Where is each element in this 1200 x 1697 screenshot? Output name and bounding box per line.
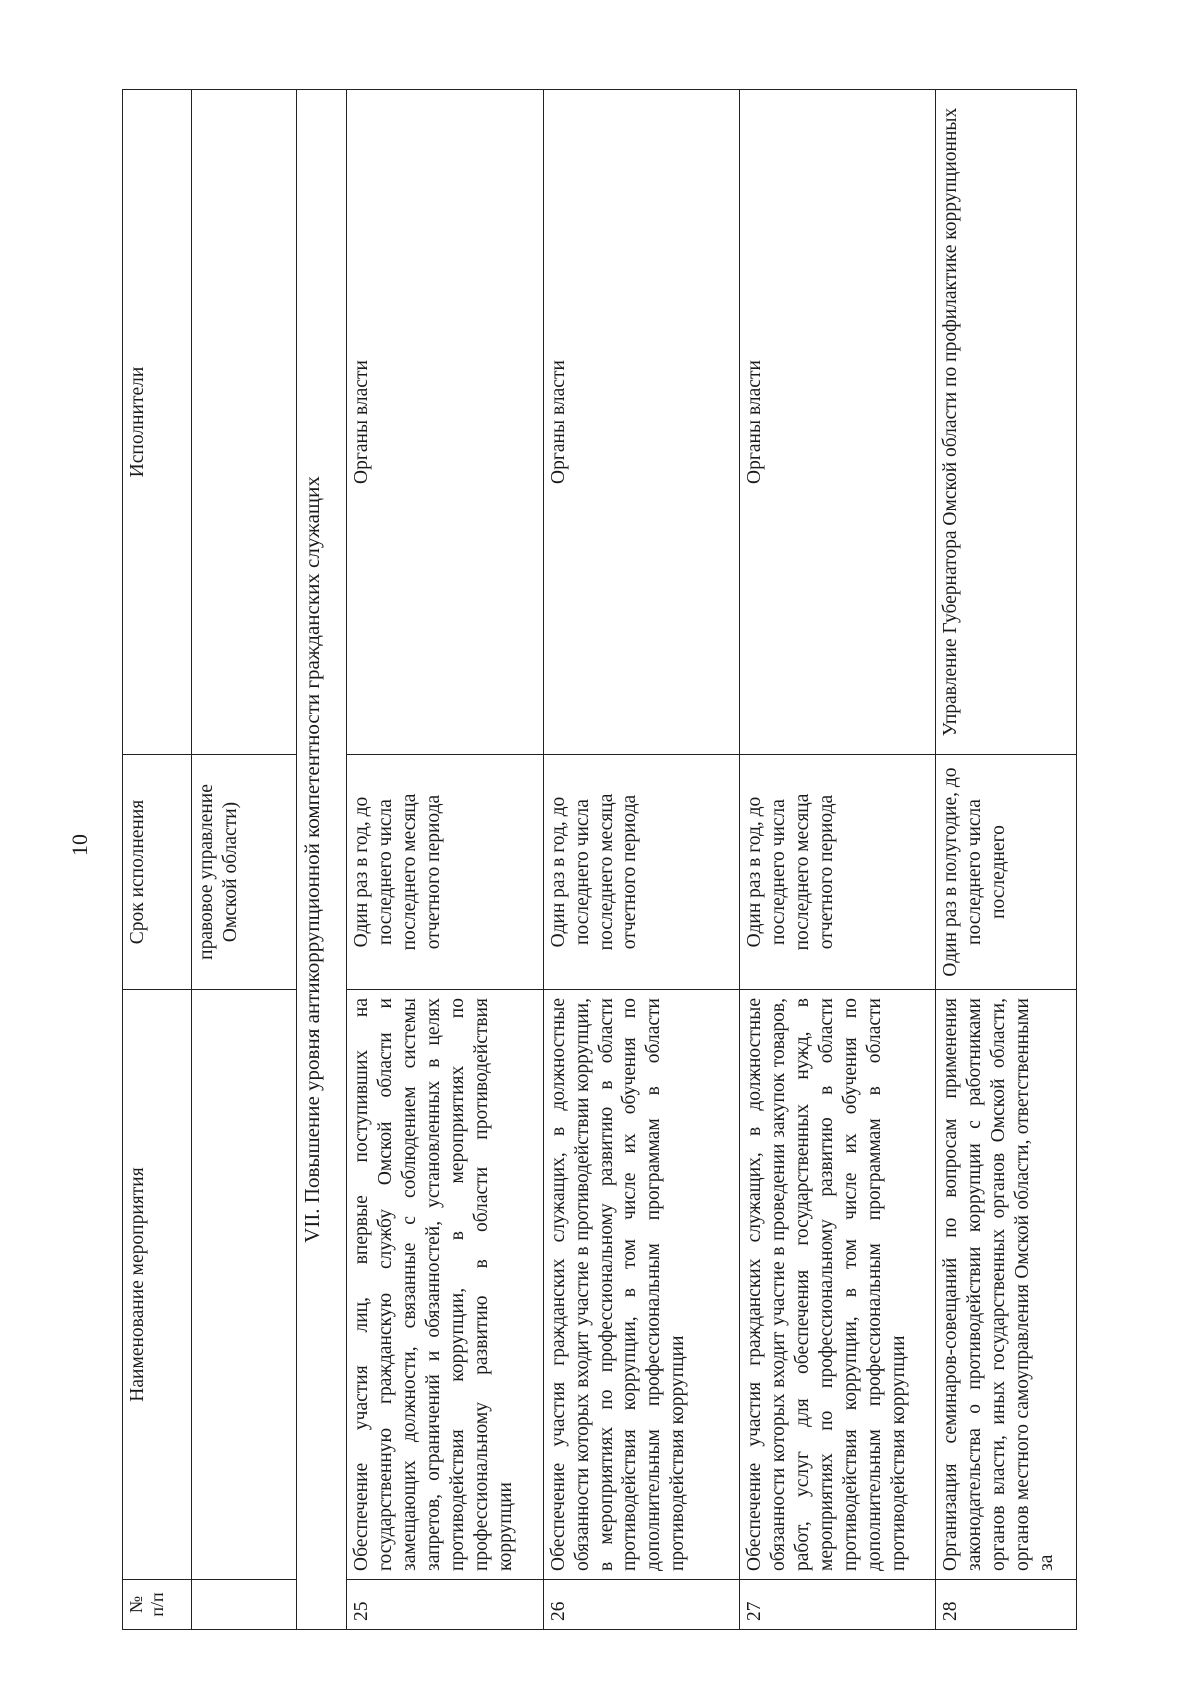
cell-name (192, 990, 297, 1580)
cell-executors (192, 90, 297, 755)
table-row (739, 90, 935, 1630)
header-executors: Исполнители (123, 90, 192, 755)
rotated-page-content (122, 90, 1077, 1630)
cell-number: 28 (936, 1580, 1077, 1630)
table-row (347, 90, 543, 1630)
cell-name: Обеспечение участия гражданских служащих, в должностные обязанности которых входит участие в проведении закупок товаров, работ, услуг для обеспечения государственных нужд, в мероприятиях по профессиональному развитию в области противодействия коррупции, в том числе их обучения по дополнительным профессиональным программам в области противодействия коррупции (739, 990, 935, 1580)
cell-executors: Органы власти (739, 90, 935, 755)
page-number: 10 (67, 834, 92, 856)
action-plan-table (122, 89, 1077, 1630)
cell-name: Обеспечение участия лиц, впервые поступивших на государственную гражданскую службу Омской области и замещающих должности, связанные с соблюдением системы запретов, ограничений и обязанностей, установленных в целях противодействия коррупции, в мероприятиях по профессиональному развитию в области противодействия коррупции (347, 990, 543, 1580)
section-row (297, 90, 347, 1630)
cell-number: 26 (543, 1580, 739, 1630)
cell-number: 27 (739, 1580, 935, 1630)
cell-term: Один раз в год, до последнего числа последнего месяца отчетного периода (739, 755, 935, 990)
cell-term: Один раз в год, до последнего числа последнего месяца отчетного периода (543, 755, 739, 990)
cell-name: Организация семинаров-совещаний по вопросам применения законодательства о противодействии коррупции с работниками органов власти, иных государственных органов Омской области, органов местного самоуправления Омской области, ответственными за (936, 990, 1077, 1580)
cell-number: 25 (347, 1580, 543, 1630)
cell-executors: Органы власти (347, 90, 543, 755)
cell-term: Один раз в полугодие, до последнего числа последнего (936, 755, 1077, 990)
cell-executors: Управление Губернатора Омской области по профилактике коррупционных (936, 90, 1077, 755)
table-header-row (123, 90, 192, 1630)
header-term: Срок исполнения (123, 755, 192, 990)
cell-executors: Органы власти (543, 90, 739, 755)
header-number: № п/п (123, 1580, 192, 1630)
section-title: VII. Повышение уровня антикоррупционной компетентности гражданских служащих (297, 90, 347, 1630)
continued-row (192, 90, 297, 1630)
table-row (936, 90, 1077, 1630)
cell-term: Один раз в год, до последнего числа последнего месяца отчетного периода (347, 755, 543, 990)
cell-term: правовое управление Омской области) (192, 755, 297, 990)
table-row (543, 90, 739, 1630)
header-name: Наименование мероприятия (123, 990, 192, 1580)
cell-name: Обеспечение участия гражданских служащих, в должностные обязанности которых входит участие в противодействии коррупции, в мероприятиях по профессиональному развитию в области противодействия коррупции, в том числе их обучения по дополнительным профессиональным программам в области противодействия коррупции (543, 990, 739, 1580)
cell-number (192, 1580, 297, 1630)
